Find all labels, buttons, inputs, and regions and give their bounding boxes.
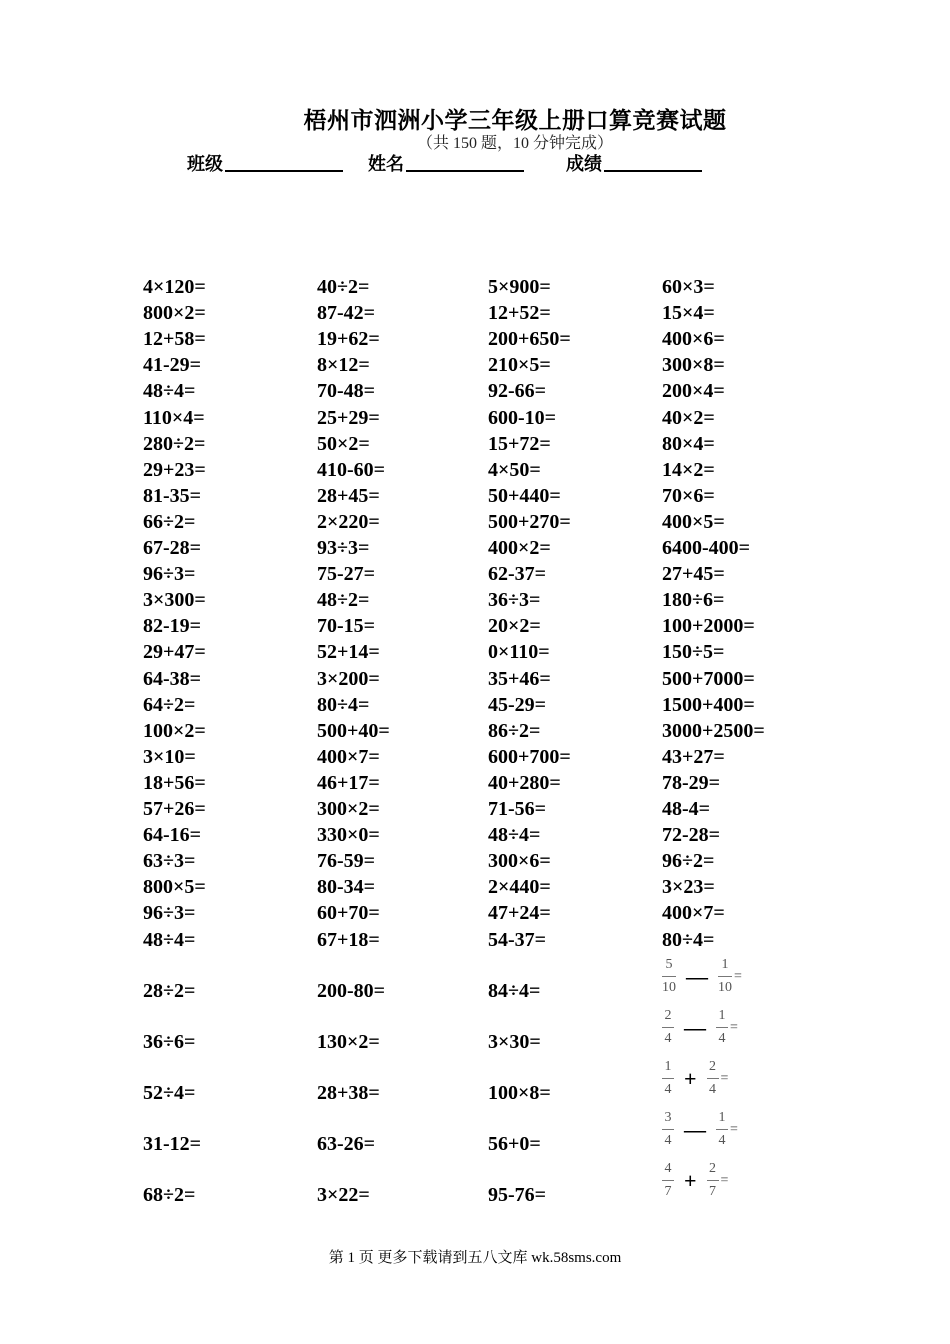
fraction-bar [707, 1180, 719, 1181]
problem-item: 80÷4= [662, 928, 715, 951]
problem-item: 45-29= [488, 693, 547, 716]
problem-item: 64-38= [143, 667, 202, 690]
problem-item: 19+62= [317, 328, 380, 351]
fraction-a [662, 1109, 674, 1150]
problem-item: 3×30= [488, 1031, 541, 1053]
equals-sign: = [734, 968, 742, 984]
problem-item: 56+0= [488, 1133, 541, 1155]
fraction-bar [662, 1078, 674, 1079]
problem-item: 80-34= [317, 876, 376, 899]
fraction-problem [662, 956, 742, 997]
problem-item: 40×2= [662, 406, 715, 429]
fraction-problem [662, 1058, 728, 1099]
problem-item: 1500+400= [662, 693, 755, 716]
problem-item: 46+17= [317, 771, 380, 794]
problem-item: 81-35= [143, 484, 202, 507]
fraction-b [716, 1109, 728, 1150]
problem-item: 96÷3= [143, 563, 196, 586]
problem-item: 78-29= [662, 771, 721, 794]
page-title: 梧州市泗洲小学三年级上册口算竞赛试题 [303, 108, 727, 133]
problem-item: 48÷4= [143, 928, 196, 951]
problem-item: 400×5= [662, 510, 725, 533]
problem-item: 70×6= [662, 484, 715, 507]
denominator: 4 [664, 1082, 672, 1097]
numerator: 1 [664, 1059, 672, 1074]
page-footer: 第 1 页 更多下载请到五八文库 wk.58sms.com [328, 1250, 622, 1266]
problem-item: 300×8= [662, 354, 725, 377]
problem-item: 67+18= [317, 928, 380, 951]
problem-item: 800×2= [143, 302, 206, 325]
problem-item: 40÷2= [317, 276, 370, 298]
problem-item: 41-29= [143, 354, 202, 377]
problem-item: 86÷2= [488, 719, 541, 742]
problem-item: 29+47= [143, 641, 206, 664]
fraction-bar [716, 1129, 728, 1130]
problem-item: 48÷2= [317, 589, 370, 612]
fraction-bar [662, 1180, 674, 1181]
problem-item: 15×4= [662, 302, 715, 325]
problem-item: 200-80= [317, 980, 386, 1002]
problem-item: 52÷4= [143, 1082, 196, 1104]
problem-item: 15+72= [488, 432, 551, 455]
problem-item: 28+38= [317, 1082, 380, 1104]
problem-item: 50×2= [317, 432, 370, 455]
problem-item: 57+26= [143, 798, 206, 820]
numerator: 1 [718, 1110, 726, 1125]
problem-item: 150÷5= [662, 641, 725, 664]
fraction-a [662, 1007, 674, 1048]
class-field[interactable] [225, 170, 343, 172]
problem-item: 43+27= [662, 745, 725, 768]
operator: — [686, 963, 708, 989]
problem-item: 130×2= [317, 1031, 380, 1053]
problem-item: 2×440= [488, 876, 551, 899]
numerator: 2 [664, 1008, 672, 1023]
fraction-b [718, 956, 732, 997]
problem-item: 2×220= [317, 510, 380, 533]
problem-item: 14×2= [662, 458, 715, 481]
problem-item: 110×4= [143, 406, 205, 429]
problem-item: 100×8= [488, 1082, 551, 1104]
problem-item: 64-16= [143, 824, 202, 847]
operator: — [684, 1116, 706, 1142]
problem-item: 4×50= [488, 458, 541, 481]
equals-sign: = [720, 1070, 729, 1086]
fraction-bar [707, 1078, 719, 1079]
operator: + [684, 1167, 697, 1193]
problem-item: 28+45= [317, 484, 380, 507]
problem-item: 92-66= [488, 380, 547, 403]
problem-item: 20×2= [488, 615, 541, 638]
operator: + [684, 1065, 697, 1091]
problem-item: 500+7000= [662, 667, 755, 690]
numerator: 4 [664, 1161, 672, 1176]
problem-item: 8×12= [317, 354, 370, 377]
problem-item: 400×6= [662, 328, 725, 351]
equals-sign: = [730, 1019, 738, 1035]
problem-item: 6400-400= [662, 537, 751, 559]
problem-item: 36÷3= [488, 589, 541, 612]
problem-item: 300×2= [317, 798, 380, 820]
problem-item: 29+23= [143, 458, 206, 481]
denominator: 10 [662, 980, 676, 995]
numerator: 1 [718, 1008, 726, 1023]
problem-item: 48÷4= [488, 824, 541, 847]
problem-item: 200+650= [488, 328, 571, 351]
problem-item: 410-60= [317, 458, 386, 481]
problem-item: 100×2= [143, 719, 206, 742]
numerator: 2 [709, 1161, 717, 1176]
problem-item: 80÷4= [317, 693, 370, 716]
fraction-a [662, 1058, 674, 1099]
problem-item: 50+440= [488, 484, 561, 507]
problem-item: 87-42= [317, 302, 376, 325]
problem-item: 60+70= [317, 902, 380, 925]
problem-item: 100+2000= [662, 615, 755, 638]
problem-item: 3×10= [143, 745, 196, 768]
fraction-problem [662, 1109, 738, 1150]
denominator: 4 [709, 1082, 717, 1097]
problem-item: 63÷3= [143, 850, 196, 873]
problem-item: 300×6= [488, 850, 551, 873]
fraction-problem [662, 1160, 728, 1201]
score-label: 成绩 [566, 154, 602, 174]
problem-item: 62-37= [488, 563, 547, 586]
problem-item: 47+24= [488, 902, 551, 925]
problem-item: 75-27= [317, 563, 376, 586]
problem-item: 72-28= [662, 824, 721, 847]
denominator: 4 [718, 1031, 726, 1046]
problem-item: 31-12= [143, 1133, 202, 1155]
name-field[interactable] [406, 170, 524, 172]
problem-item: 500+270= [488, 510, 571, 533]
numerator: 5 [665, 957, 673, 972]
problem-item: 0×110= [488, 641, 550, 664]
problem-item: 82-19= [143, 615, 202, 638]
problem-item: 67-28= [143, 537, 202, 559]
problem-item: 3×23= [662, 876, 715, 899]
problem-item: 28÷2= [143, 980, 196, 1002]
problem-item: 70-48= [317, 380, 376, 403]
problem-item: 96÷2= [662, 850, 715, 873]
problem-item: 80×4= [662, 432, 715, 455]
fraction-a [662, 1160, 674, 1201]
problem-item: 27+45= [662, 563, 725, 586]
problem-item: 400×7= [317, 745, 380, 768]
problem-item: 5×900= [488, 276, 551, 298]
problem-item: 800×5= [143, 876, 206, 899]
problem-item: 48÷4= [143, 380, 196, 403]
fraction-b [707, 1160, 719, 1201]
problem-item: 93÷3= [317, 537, 370, 559]
problem-item: 400×2= [488, 537, 551, 559]
problem-item: 12+58= [143, 328, 206, 351]
fraction-b [707, 1058, 719, 1099]
fraction-bar [718, 976, 732, 977]
problem-item: 25+29= [317, 406, 380, 429]
fraction-bar [662, 976, 676, 977]
class-label: 班级 [187, 154, 223, 174]
problem-item: 48-4= [662, 798, 711, 820]
numerator: 1 [721, 957, 729, 972]
problem-item: 54-37= [488, 928, 547, 951]
denominator: 4 [718, 1133, 726, 1148]
denominator: 4 [664, 1133, 672, 1148]
fraction-problem [662, 1007, 738, 1048]
denominator: 7 [664, 1184, 672, 1199]
problem-item: 18+56= [143, 771, 206, 794]
problem-item: 3×200= [317, 667, 380, 690]
problem-item: 600-10= [488, 406, 557, 429]
problem-item: 71-56= [488, 798, 547, 820]
problem-item: 76-59= [317, 850, 376, 873]
problem-item: 3000+2500= [662, 719, 765, 742]
fraction-b [716, 1007, 728, 1048]
problem-item: 280÷2= [143, 432, 206, 455]
score-field[interactable] [604, 170, 702, 172]
equals-sign: = [720, 1172, 729, 1188]
problem-item: 36÷6= [143, 1031, 196, 1053]
problem-item: 68÷2= [143, 1184, 196, 1206]
name-label: 姓名 [368, 154, 404, 174]
problem-item: 40+280= [488, 771, 561, 794]
denominator: 7 [709, 1184, 717, 1199]
problem-item: 210×5= [488, 354, 551, 377]
numerator: 2 [709, 1059, 717, 1074]
problem-item: 3×300= [143, 589, 206, 612]
fraction-bar [662, 1027, 674, 1028]
problem-item: 4×120= [143, 276, 206, 298]
fraction-bar [716, 1027, 728, 1028]
fraction-a [662, 956, 676, 997]
problem-item: 35+46= [488, 667, 551, 690]
denominator: 10 [718, 980, 732, 995]
problem-item: 64÷2= [143, 693, 196, 716]
page-subtitle: （共 150 题，10 分钟完成） [416, 135, 613, 152]
denominator: 4 [664, 1031, 672, 1046]
problem-item: 3×22= [317, 1184, 370, 1206]
numerator: 3 [664, 1110, 672, 1125]
problem-item: 330×0= [317, 824, 380, 847]
problem-item: 400×7= [662, 902, 725, 925]
problem-item: 200×4= [662, 380, 725, 403]
problem-item: 500+40= [317, 719, 390, 742]
equals-sign: = [730, 1121, 738, 1137]
problem-item: 63-26= [317, 1133, 376, 1155]
problem-item: 84÷4= [488, 980, 541, 1002]
problem-item: 180÷6= [662, 589, 725, 612]
operator: — [684, 1014, 706, 1040]
problem-item: 60×3= [662, 276, 715, 298]
problem-item: 70-15= [317, 615, 376, 638]
problem-item: 66÷2= [143, 510, 196, 533]
fraction-bar [662, 1129, 674, 1130]
problem-item: 600+700= [488, 745, 571, 768]
problem-item: 12+52= [488, 302, 551, 325]
problem-item: 96÷3= [143, 902, 196, 925]
problem-item: 52+14= [317, 641, 380, 664]
problem-item: 95-76= [488, 1184, 547, 1206]
